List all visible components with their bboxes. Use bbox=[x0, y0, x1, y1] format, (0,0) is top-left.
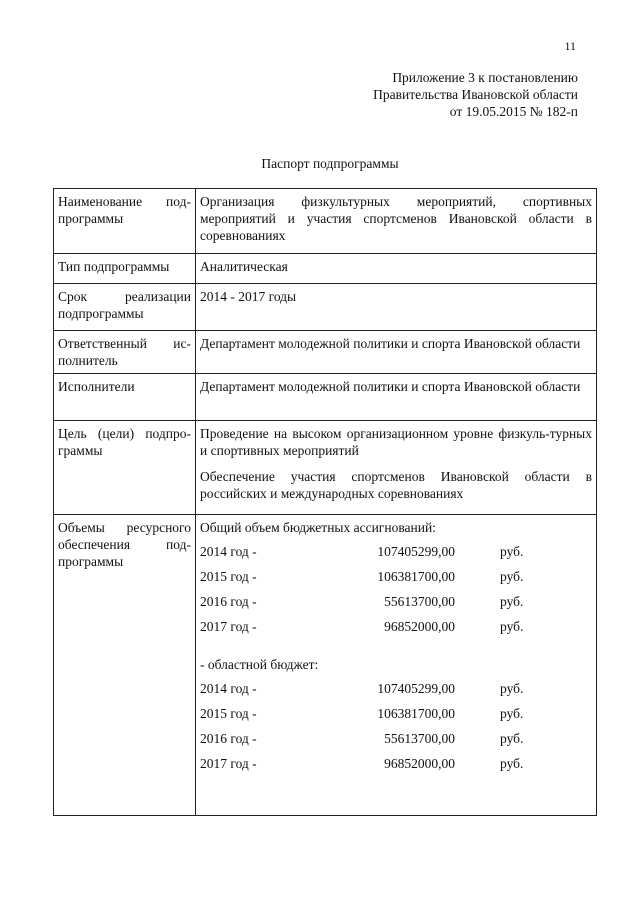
row-value-goals bbox=[196, 421, 597, 515]
row-label-name: Наименование под-программы bbox=[54, 189, 196, 254]
table-row bbox=[54, 421, 597, 515]
budget-currency: руб. bbox=[500, 681, 524, 696]
budget-total-row bbox=[200, 543, 592, 561]
table-row bbox=[54, 189, 597, 254]
budget-amount: 107405299,00 bbox=[377, 681, 455, 696]
appendix-header bbox=[373, 69, 578, 120]
budget-currency: руб. bbox=[500, 569, 524, 584]
budget-amount: 106381700,00 bbox=[377, 569, 455, 584]
row-value-budget bbox=[196, 515, 597, 816]
budget-amount: 55613700,00 bbox=[384, 731, 455, 746]
budget-total-row bbox=[200, 618, 592, 636]
budget-regional-row bbox=[200, 705, 592, 723]
budget-currency: руб. bbox=[500, 706, 524, 721]
budget-currency: руб. bbox=[500, 731, 524, 746]
row-value-type: Аналитическая bbox=[196, 254, 597, 284]
budget-regional-row bbox=[200, 755, 592, 773]
budget-currency: руб. bbox=[500, 619, 524, 634]
budget-cell-spacer bbox=[200, 777, 592, 811]
budget-regional-row bbox=[200, 730, 592, 748]
document-title: Паспорт подпрограммы bbox=[261, 156, 399, 171]
goal-item-1: Проведение на высоком организационном уровне физкуль-турных и спортивных мероприятий bbox=[200, 426, 592, 458]
budget-amount: 96852000,00 bbox=[384, 619, 455, 634]
row-label-executors: Исполнители bbox=[54, 374, 196, 421]
budget-amount: 55613700,00 bbox=[384, 594, 455, 609]
appendix-line-3: от 19.05.2015 № 182-п bbox=[449, 104, 578, 119]
budget-amount: 107405299,00 bbox=[377, 544, 455, 559]
page-number: 11 bbox=[564, 39, 576, 53]
table-row bbox=[54, 331, 597, 374]
row-label-period: Срок реализации подпрограммы bbox=[54, 284, 196, 331]
row-label-budget: Объемы ресурсного обеспечения под-программы bbox=[54, 515, 196, 816]
row-label-responsible: Ответственный ис-полнитель bbox=[54, 331, 196, 374]
budget-regional-heading: - областной бюджет: bbox=[200, 657, 319, 672]
row-value-responsible: Департамент молодежной политики и спорта Ивановской области bbox=[196, 331, 597, 374]
table-row bbox=[54, 284, 597, 331]
budget-total-row bbox=[200, 568, 592, 586]
budget-year: 2015 год - bbox=[200, 706, 257, 721]
row-label-type: Тип подпрограммы bbox=[54, 254, 196, 284]
budget-year: 2016 год - bbox=[200, 731, 257, 746]
row-label-goals: Цель (цели) подпро-граммы bbox=[54, 421, 196, 515]
budget-currency: руб. bbox=[500, 756, 524, 771]
table-row bbox=[54, 374, 597, 421]
passport-table bbox=[53, 188, 597, 816]
budget-year: 2014 год - bbox=[200, 681, 257, 696]
table-row bbox=[54, 515, 597, 816]
budget-currency: руб. bbox=[500, 594, 524, 609]
row-value-executors: Департамент молодежной политики и спорта Ивановской области bbox=[196, 374, 597, 421]
budget-year: 2017 год - bbox=[200, 619, 257, 634]
budget-year: 2014 год - bbox=[200, 544, 257, 559]
budget-total-heading: Общий объем бюджетных ассигнований: bbox=[200, 520, 436, 535]
row-value-name: Организация физкультурных мероприятий, спортивных мероприятий и участия спортсменов Ивановской области в соревнованиях bbox=[196, 189, 597, 254]
appendix-line-2: Правительства Ивановской области bbox=[373, 87, 578, 102]
budget-year: 2017 год - bbox=[200, 756, 257, 771]
budget-total-row bbox=[200, 593, 592, 611]
budget-year: 2016 год - bbox=[200, 594, 257, 609]
budget-currency: руб. bbox=[500, 544, 524, 559]
goal-item-2: Обеспечение участия спортсменов Ивановской области в российских и международных соревнованиях bbox=[200, 469, 592, 501]
budget-amount: 96852000,00 bbox=[384, 756, 455, 771]
table-row bbox=[54, 254, 597, 284]
budget-regional-row bbox=[200, 680, 592, 698]
budget-amount: 106381700,00 bbox=[377, 706, 455, 721]
row-value-period: 2014 - 2017 годы bbox=[196, 284, 597, 331]
budget-year: 2015 год - bbox=[200, 569, 257, 584]
appendix-line-1: Приложение 3 к постановлению bbox=[392, 70, 578, 85]
